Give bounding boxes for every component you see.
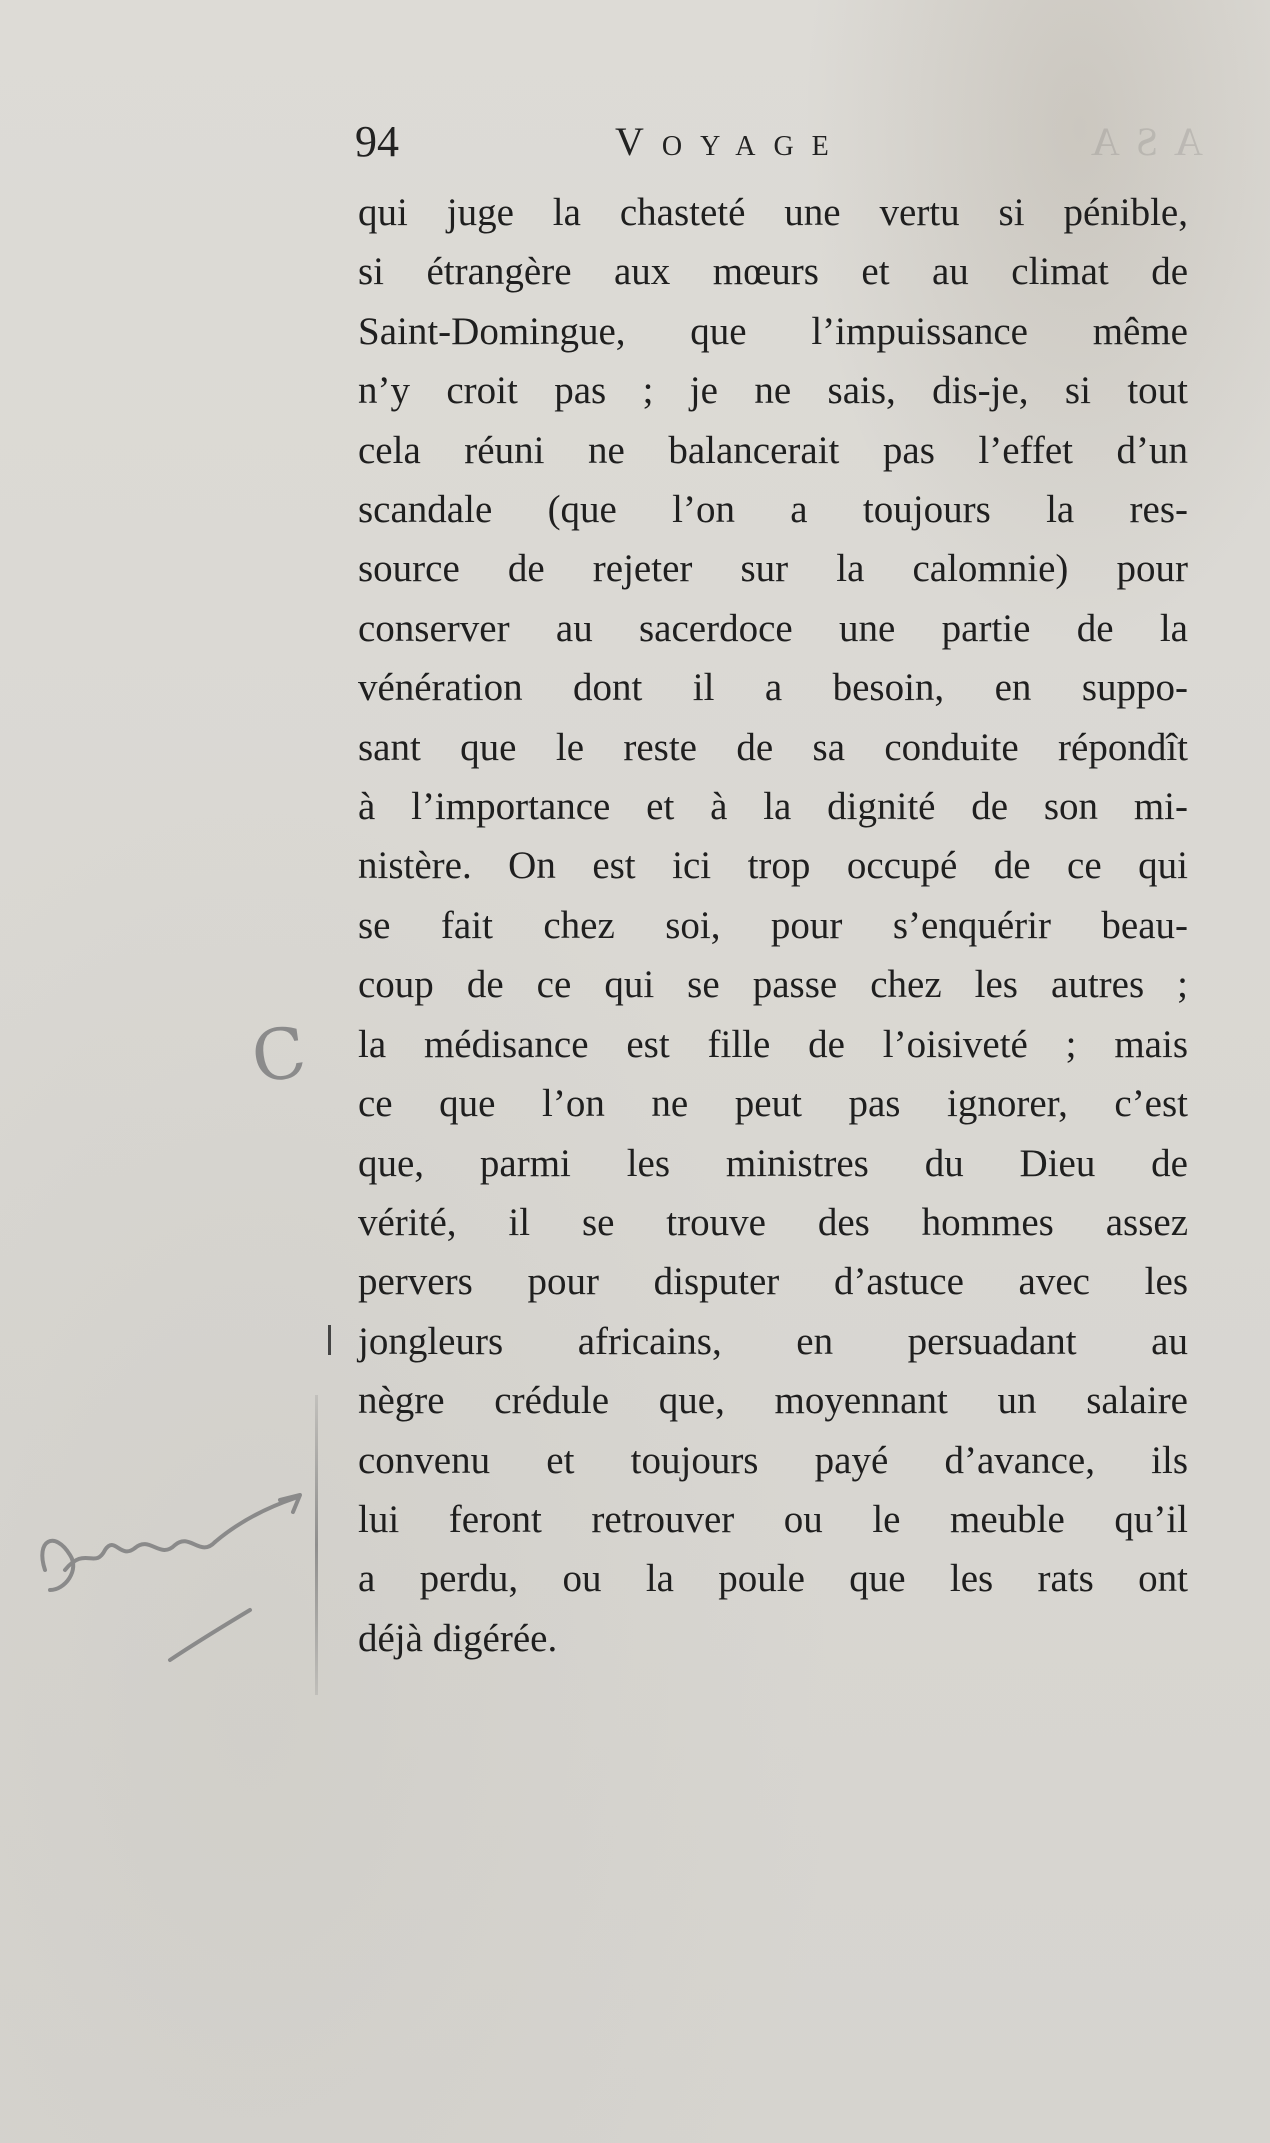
text-line: convenu et toujours payé d’avance, ils [358, 1438, 1188, 1482]
text-line: si étrangère aux mœurs et au climat de [358, 250, 1188, 294]
text-line: Saint-Domingue, que l’impuissance même [358, 309, 1188, 353]
show-through-ink: ASA [1075, 119, 1204, 164]
text-line: ce que l’on ne peut pas ignorer, c’est [358, 1082, 1188, 1126]
body-paragraph [358, 183, 1188, 1668]
text-line: que, parmi les ministres du Dieu de [358, 1141, 1188, 1185]
text-line: la médisance est fille de l’oisiveté ; mais [358, 1022, 1188, 1066]
text-line: source de rejeter sur la calomnie) pour [358, 547, 1188, 591]
text-line: jongleurs africains, en persuadant au [358, 1319, 1188, 1363]
text-line: coup de ce qui se passe chez les autres ; [358, 963, 1188, 1007]
text-line: se fait chez soi, pour s’enquérir beau- [358, 903, 1188, 947]
text-line: n’y croit pas ; je ne sais, dis-je, si tout [358, 369, 1188, 413]
ink-bar-mark-icon [328, 1325, 331, 1355]
running-head: Voyage [615, 119, 847, 164]
text-line: a perdu, ou la poule que les rats ont [358, 1557, 1188, 1601]
text-line: nistère. On est ici trop occupé de ce qui [358, 844, 1188, 888]
text-line: cela réuni ne balancerait pas l’effet d’un [358, 428, 1188, 472]
text-line: qui juge la chasteté une vertu si pénible, [358, 191, 1188, 234]
text-line: vérité, il se trouve des hommes assez [358, 1200, 1188, 1244]
text-line: scandale (que l’on a toujours la res- [358, 488, 1188, 532]
text-line: pervers pour disputer d’astuce avec les [358, 1260, 1188, 1304]
text-line: à l’importance et à la dignité de son mi- [358, 785, 1188, 829]
pencil-c-mark-icon: C [246, 1010, 312, 1100]
text-line: lui feront retrouver ou le meuble qu’il [358, 1497, 1188, 1541]
text-line: vénération dont il a besoin, en suppo- [358, 666, 1188, 710]
text-line: déjà digérée. [358, 1616, 558, 1660]
page-number: 94 [355, 117, 399, 166]
text-line: sant que le reste de sa conduite répondît [358, 725, 1188, 769]
page-header [355, 112, 1204, 172]
text-line: conserver au sacerdoce une partie de la [358, 606, 1188, 650]
text-line: nègre crédule que, moyennant un salaire [358, 1379, 1188, 1423]
pencil-scribble-icon [25, 1450, 325, 1670]
